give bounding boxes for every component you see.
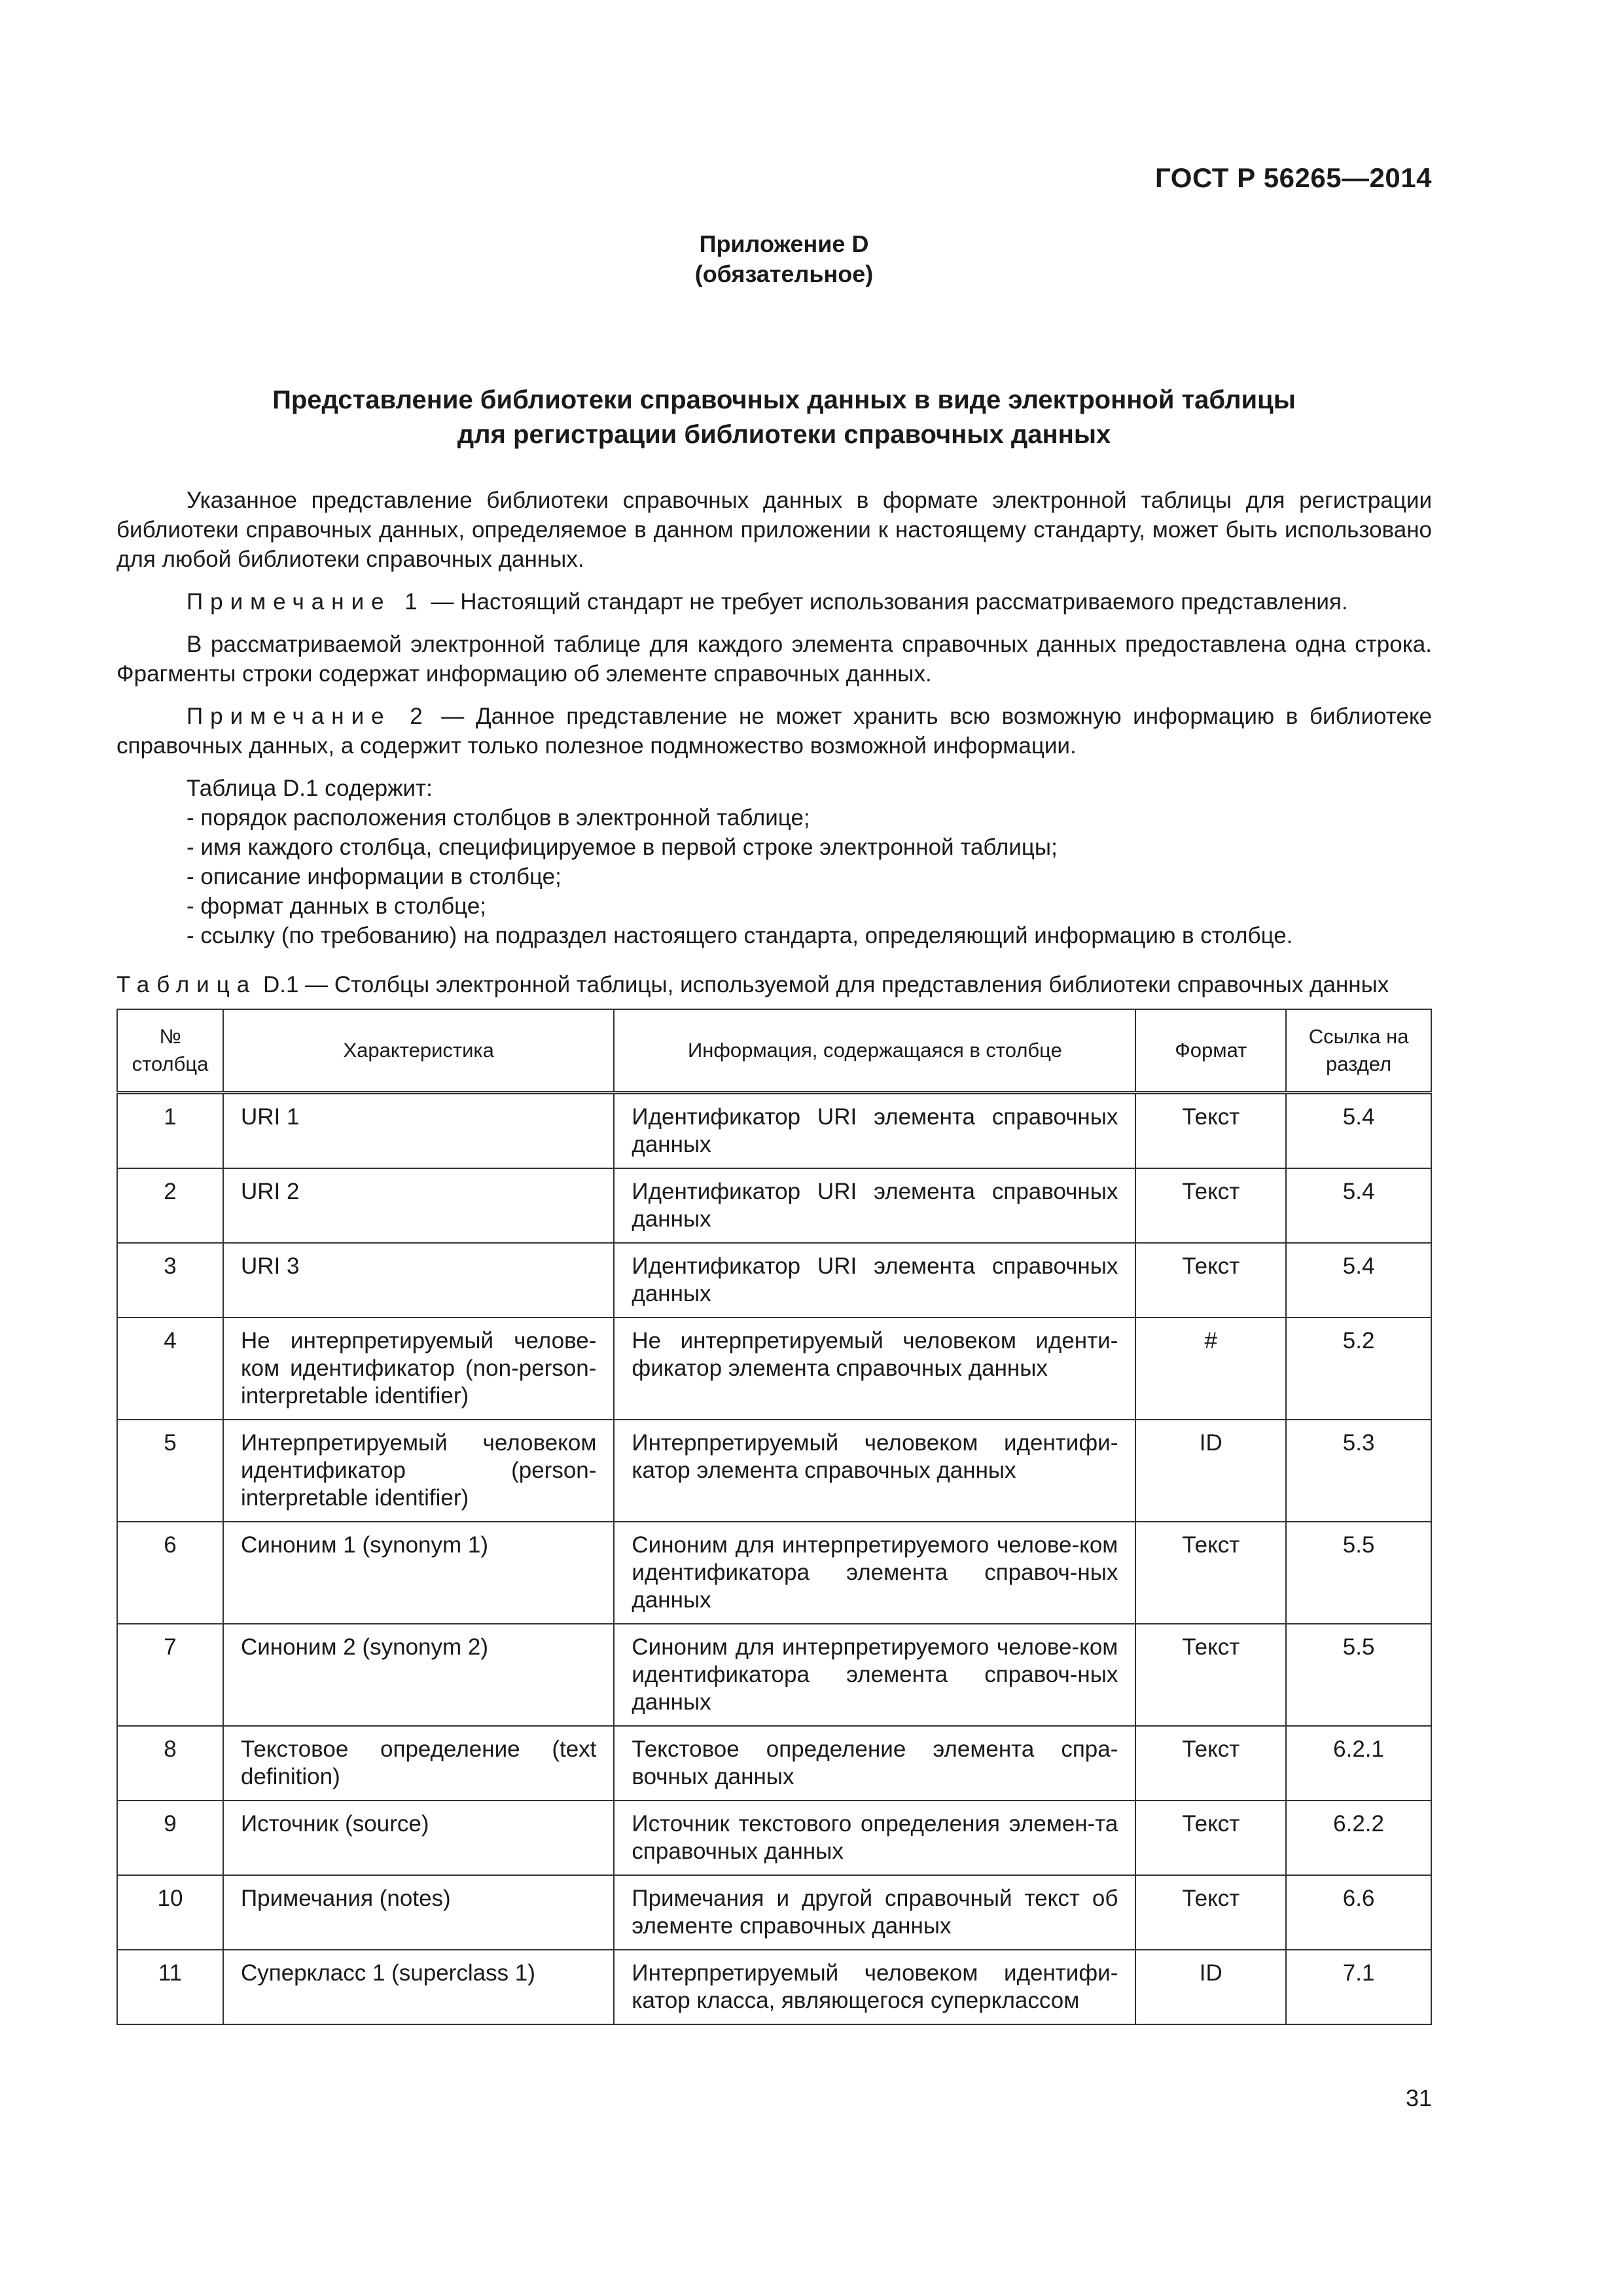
cell-characteristic: Суперкласс 1 (superclass 1) [223,1950,614,2024]
cell-number: 5 [117,1420,223,1522]
cell-format: Текст [1135,1801,1286,1875]
cell-format: ID [1135,1420,1286,1522]
paragraph-intro: Указанное представление библиотеки справочных данных в формате электронной таблицы для регистрации библиотеки справочных данных, определяемое в данном приложении к настоящему стандарту, может быть использовано для любой библиотеки справочных данных. [116,488,1432,572]
table-row [117,1726,1431,1801]
cell-number: 3 [117,1243,223,1318]
table-contents-list [116,774,1432,950]
cell-number: 2 [117,1168,223,1243]
table-caption-label: Таблица [116,972,257,997]
list-intro: Таблица D.1 содержит: [187,776,433,801]
cell-section-ref: 6.2.2 [1286,1801,1431,1875]
table-row [117,1801,1431,1875]
note-1-label: Примечание 1 [187,589,425,615]
cell-format: Текст [1135,1093,1286,1169]
cell-format: # [1135,1318,1286,1420]
table-row [117,1243,1431,1318]
cell-number: 4 [117,1318,223,1420]
appendix-heading [0,229,1568,289]
cell-section-ref: 5.5 [1286,1522,1431,1624]
cell-format: Текст [1135,1875,1286,1950]
table-row [117,1950,1431,2024]
cell-characteristic: Источник (source) [223,1801,614,1875]
table-row [117,1624,1431,1726]
document-title [0,383,1568,452]
cell-section-ref: 5.3 [1286,1420,1431,1522]
cell-number: 9 [117,1801,223,1875]
cell-section-ref: 5.2 [1286,1318,1431,1420]
note-1-text: — Настоящий стандарт не требует использования рассматриваемого представления. [424,589,1348,615]
cell-number: 1 [117,1093,223,1169]
cell-number: 10 [117,1875,223,1950]
cell-number: 6 [117,1522,223,1624]
page-number: 31 [1405,2085,1432,2111]
cell-information: Идентификатор URI элемента справочных данных [614,1093,1135,1169]
table-caption [116,970,1432,999]
cell-section-ref: 6.2.1 [1286,1726,1431,1801]
list-item: - ссылку (по требованию) на подраздел настоящего стандарта, определяющий информацию в столбце. [187,923,1293,948]
cell-characteristic: Не интерпретируемый челове-ком идентификатор (non-person-interpretable identifier) [223,1318,614,1420]
table-row [117,1522,1431,1624]
title-line-1: Представление библиотеки справочных данных в виде электронной таблицы [272,386,1296,414]
table-row [117,1168,1431,1243]
table-caption-text: D.1 — Столбцы электронной таблицы, используемой для представления библиотеки справочных данных [257,972,1389,997]
cell-information: Не интерпретируемый человеком иденти-фикатор элемента справочных данных [614,1318,1135,1420]
cell-information: Источник текстового определения элемен-та справочных данных [614,1801,1135,1875]
table-row [117,1420,1431,1522]
note-2 [116,702,1432,761]
cell-characteristic: URI 1 [223,1093,614,1169]
list-item: - имя каждого столбца, специфицируемое в первой строке электронной таблицы; [187,834,1058,860]
appendix-label: Приложение D [699,230,869,257]
cell-format: Текст [1135,1624,1286,1726]
cell-characteristic: URI 3 [223,1243,614,1318]
header-information: Информация, содержащаяся в столбце [614,1009,1135,1093]
list-item: - описание информации в столбце; [187,864,562,889]
cell-section-ref: 5.4 [1286,1243,1431,1318]
title-line-2: для регистрации библиотеки справочных данных [457,420,1111,449]
paragraph-rows: В рассматриваемой электронной таблице для каждого элемента справочных данных предоставлена одна строка. Фрагменты строки содержат информацию об элементе справочных данных. [116,632,1432,687]
note-2-label: Примечание 2 [187,704,430,729]
cell-characteristic: Синоним 1 (synonym 1) [223,1522,614,1624]
cell-information: Идентификатор URI элемента справочных данных [614,1168,1135,1243]
cell-number: 7 [117,1624,223,1726]
header-section-ref: Ссылка на раздел [1286,1009,1431,1093]
cell-section-ref: 5.5 [1286,1624,1431,1726]
header-format: Формат [1135,1009,1286,1093]
cell-characteristic: Синоним 2 (synonym 2) [223,1624,614,1726]
cell-format: Текст [1135,1522,1286,1624]
columns-table [116,1009,1432,2025]
table-row [117,1093,1431,1169]
table-header-row [117,1009,1431,1093]
cell-format: Текст [1135,1168,1286,1243]
cell-number: 8 [117,1726,223,1801]
list-item: - формат данных в столбце; [187,893,487,919]
cell-information: Интерпретируемый человеком идентифи-катор элемента справочных данных [614,1420,1135,1522]
cell-format: Текст [1135,1726,1286,1801]
note-1 [116,587,1432,617]
cell-section-ref: 5.4 [1286,1093,1431,1169]
cell-information: Текстовое определение элемента спра-вочных данных [614,1726,1135,1801]
table-row [117,1318,1431,1420]
cell-section-ref: 7.1 [1286,1950,1431,2024]
cell-section-ref: 5.4 [1286,1168,1431,1243]
cell-information: Синоним для интерпретируемого челове-ком идентификатора элемента справоч-ных данных [614,1522,1135,1624]
cell-characteristic: URI 2 [223,1168,614,1243]
standard-code: ГОСТ Р 56265—2014 [1155,162,1432,193]
cell-section-ref: 6.6 [1286,1875,1431,1950]
cell-format: Текст [1135,1243,1286,1318]
cell-information: Примечания и другой справочный текст об элементе справочных данных [614,1875,1135,1950]
cell-characteristic: Интерпретируемый человеком идентификатор (person-interpretable identifier) [223,1420,614,1522]
header-characteristic: Характеристика [223,1009,614,1093]
cell-information: Интерпретируемый человеком идентифи-катор класса, являющегося суперклассом [614,1950,1135,2024]
table-row [117,1875,1431,1950]
cell-characteristic: Примечания (notes) [223,1875,614,1950]
list-item: - порядок расположения столбцов в электронной таблице; [187,805,810,831]
cell-number: 11 [117,1950,223,2024]
cell-information: Синоним для интерпретируемого челове-ком идентификатора элемента справоч-ных данных [614,1624,1135,1726]
cell-characteristic: Текстовое определение (text definition) [223,1726,614,1801]
cell-format: ID [1135,1950,1286,2024]
appendix-status: (обязательное) [694,260,874,287]
body-text [116,486,1432,2025]
cell-information: Идентификатор URI элемента справочных данных [614,1243,1135,1318]
note-2-text: — Данное представление не может хранить всю возможную информацию в библиотеке справочных данных, а содержит только полезное подмножество возможной информации. [116,704,1432,759]
header-column-number: № столбца [117,1009,223,1093]
